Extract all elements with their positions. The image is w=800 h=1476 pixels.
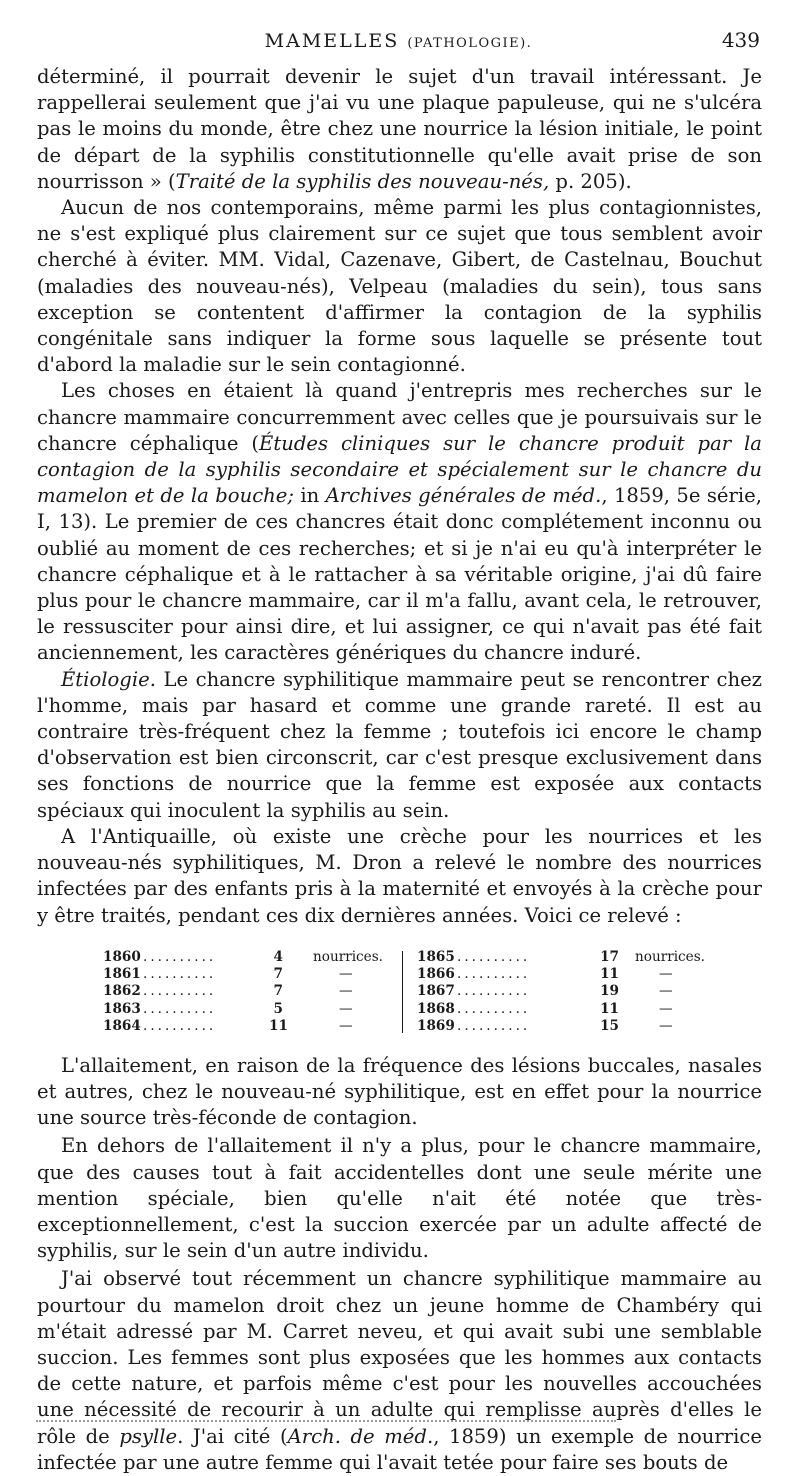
citation-archives: Archives générales de méd. <box>325 484 602 508</box>
table-row <box>103 983 405 1000</box>
paragraph-observation-text: J'ai observé tout récemment un chancre syphilitique mammaire au pourtour du mamelon droit chez un jeune homme de Chambéry qui m'était adressé par M. Carret neveu, et qui avait subi une semblable succion. Les femmes sont plus exposées que les hommes aux contacts de cette nature, et parfois même c'est pour les nouvelles accouchées une nécessité de recourir à un adulte qui remplisse auprès d'elles le rôle de <box>37 1267 762 1448</box>
table-ditto-mark: — <box>659 1018 673 1035</box>
table-count: 19 <box>600 983 619 1000</box>
table-leader-dots: .......... <box>143 1000 217 1017</box>
table-count: 17 <box>600 948 619 965</box>
running-title-sub: (PATHOLOGIE). <box>407 36 533 51</box>
paragraph-succion: En dehors de l'allaitement il n'y a plus, pour le chancre mammaire, que des causes tout à fait accidentelles dont une seule mérite une mention spéciale, bien qu'elle n'ait été notée que très-exceptionnellement, c'est la succion exercée par un adulte affecté de syphilis, sur le sein d'un autre individu. <box>37 1134 762 1263</box>
table-leader-dots: .......... <box>457 948 531 965</box>
table-leader-dots: .......... <box>143 948 217 965</box>
table-ditto-mark: — <box>659 966 673 983</box>
citation-traite-syphilis: Traité de la syphilis des nouveau-nés, <box>175 169 550 193</box>
table-count: 15 <box>600 1018 619 1035</box>
running-title-main: MAMELLES <box>264 30 400 52</box>
paragraph-1-text: déterminé, il pourrait devenir le sujet d'un travail intéressant. Je rappellerai seulement que j'ai vu une plaque papuleuse, qui ne s'ulcéra pas le moins du monde, être chez une nourrice la lésion initiale, le point de départ de la syphilis constitutionnelle qu'elle avait prise de son nourrisson » ( <box>37 65 762 193</box>
table-year: 1867 <box>417 983 455 1000</box>
table-count: 5 <box>273 1000 283 1017</box>
table-year: 1860 <box>103 948 141 965</box>
table-leader-dots: .......... <box>457 1000 531 1017</box>
term-psylle: psylle <box>119 1424 178 1448</box>
table-leader-dots: .......... <box>457 966 531 983</box>
table-ditto-mark: — <box>339 1018 353 1035</box>
table-year: 1862 <box>103 983 141 1000</box>
paragraph-observation <box>37 1266 762 1476</box>
table-row <box>417 1001 717 1018</box>
table-column-divider <box>402 951 403 1033</box>
paragraph-allaitement: L'allaitement, en raison de la fréquence des lésions buccales, nasales et autres, chez le nouveau-né syphilitique, est en effet pour la nourrice une source très-féconde de contagion. <box>37 1053 762 1130</box>
table-unit-label: nourrices. <box>313 948 383 965</box>
citation-etudes-cliniques: Études cliniques sur le chancre produit par la contagion de la syphilis secondaire et spécialement sur le chancre du mamelon et de la bouche; <box>37 431 762 508</box>
body-text <box>37 64 762 1476</box>
running-title <box>37 30 760 52</box>
table-row <box>417 983 717 1000</box>
table-unit-label: nourrices. <box>635 948 705 965</box>
paragraph-observation-end: , 1859) un exemple de nourrice infectée par une autre femme qui l'avait tetée pour faire ses bouts de <box>37 1424 762 1474</box>
paragraph-3-text: Les choses en étaient là quand j'entrepris mes recherches sur le chancre mammaire concurremment avec celles que je poursuivais sur le chancre céphalique ( <box>37 379 762 455</box>
page-header <box>37 28 760 54</box>
table-year: 1863 <box>103 1000 141 1017</box>
paragraph-1 <box>37 64 762 195</box>
table-ditto-mark: — <box>339 983 353 1000</box>
table-year: 1864 <box>103 1018 141 1035</box>
table-row <box>103 949 405 966</box>
table-leader-dots: .......... <box>457 983 531 1000</box>
table-left-column <box>103 949 405 1036</box>
table-count: 7 <box>273 983 283 1000</box>
table-year: 1865 <box>417 948 455 965</box>
table-row <box>417 949 717 966</box>
table-year: 1868 <box>417 1000 455 1017</box>
table-leader-dots: .......... <box>143 983 217 1000</box>
table-row <box>103 1001 405 1018</box>
table-count: 7 <box>273 966 283 983</box>
table-year: 1866 <box>417 966 455 983</box>
paragraph-antiquaille: A l'Antiquaille, où existe une crèche pour les nourrices et les nouveau-nés syphilitiques, M. Dron a relevé le nombre des nourrices infectées par des enfants pris à la maternité et envoyés à la crèche pour y être traités, pendant ces dix dernières années. Voici ce relevé : <box>37 824 762 927</box>
table-ditto-mark: — <box>659 983 673 1000</box>
table-year: 1861 <box>103 966 141 983</box>
table-count: 4 <box>273 948 283 965</box>
table-count: 11 <box>600 1000 619 1017</box>
table-row <box>103 966 405 983</box>
table-row <box>417 1018 717 1035</box>
paragraph-3-end: , 1859, 5e série, I, 13). Le premier de ces chancres était donc complétement inconnu ou oublié au moment de ces recherches; et si je n'ai eu qu'à interpréter le chancre céphalique et à le rattacher à sa véritable origine, j'ai dû faire plus pour le chancre mammaire, car il m'a fallu, avant cela, le retrouver, le ressusciter pour ainsi dire, et lui assigner, ce qui n'avait pas été fait anciennement, les caractères génériques du chancre induré. <box>37 484 762 665</box>
paragraph-observation-mid: . J'ai cité ( <box>177 1424 288 1448</box>
citation-arch-med: Arch. de méd. <box>287 1424 434 1448</box>
nourrices-table <box>97 949 707 1035</box>
table-leader-dots: .......... <box>143 1018 217 1035</box>
table-leader-dots: .......... <box>457 1018 531 1035</box>
table-row <box>417 966 717 983</box>
table-count: 11 <box>600 966 619 983</box>
paragraph-3-in: in <box>293 484 326 508</box>
paragraph-1-end: p. 205). <box>549 169 632 193</box>
table-right-column <box>417 949 717 1036</box>
paragraph-2: Aucun de nos contemporains, même parmi les plus contagionnistes, ne s'est expliqué plus clairement sur ce sujet que tous semblent avoir cherché à éviter. MM. Vidal, Cazenave, Gibert, de Castelnau, Bouchut (maladies des nouveau-nés), Velpeau (maladies du sein), tous sans exception se contentent d'affirmer la contagion de la syphilis congénitale sans indiquer la forme sous laquelle se présente tout d'abord la maladie sur le sein contagionné. <box>37 196 762 377</box>
table-leader-dots: .......... <box>143 966 217 983</box>
bottom-dotted-rule <box>36 1420 616 1422</box>
paragraph-etiologie-text: Le chancre syphilitique mammaire peut se rencontrer chez l'homme, mais par hasard et comme une grande rareté. Il est au contraire très-fréquent chez la femme ; toutefois ici encore le champ d'observation est bien circonscrit, car c'est presque exclusivement dans ses fonctions de nourrice que la femme est exposée aux contacts spéciaux qui inoculent la syphilis au sein. <box>37 667 762 822</box>
table-ditto-mark: — <box>659 1000 673 1017</box>
table-row <box>103 1018 405 1035</box>
table-year: 1869 <box>417 1018 455 1035</box>
paragraph-3 <box>37 378 762 666</box>
table-ditto-mark: — <box>339 966 353 983</box>
table-count: 11 <box>269 1018 288 1035</box>
page-number: 439 <box>721 28 760 52</box>
paragraph-etiologie <box>37 667 762 824</box>
section-heading-etiologie: Étiologie. <box>61 667 156 691</box>
table-ditto-mark: — <box>339 1000 353 1017</box>
